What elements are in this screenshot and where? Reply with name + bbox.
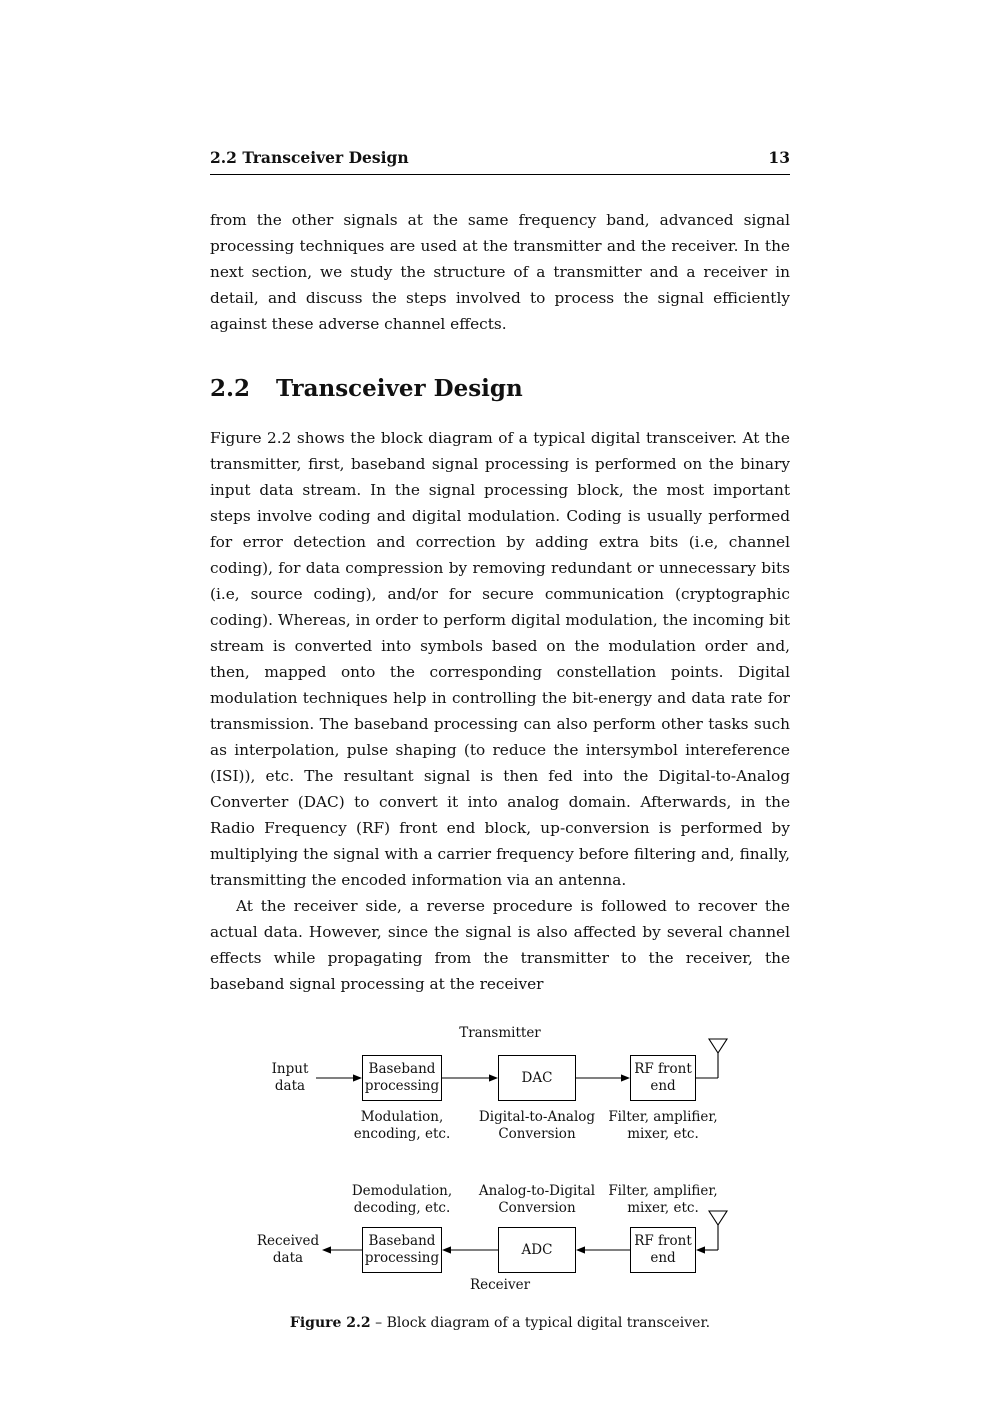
rf-front-end-box-tx: RF front end	[630, 1055, 696, 1101]
rx-adc-to-baseband-arrow	[442, 1246, 498, 1253]
paragraph-body-2: At the receiver side, a reverse procedure is followed to recover the actual data. However, since the signal is also affected by several channel effects while propagating from the transmitter to the receiver, the baseband signal processing at the receiver	[210, 897, 790, 993]
rf-front-end-box-rx: RF front end	[630, 1227, 696, 1273]
input-data-label: Input data	[271, 1061, 309, 1094]
figure-2-2	[210, 1025, 790, 1331]
running-header	[210, 148, 790, 175]
demodulation-sublabel: Demodulation, decoding, etc.	[351, 1183, 453, 1216]
transceiver-block-diagram	[210, 1025, 790, 1297]
baseband-processing-box-tx: Baseband processing	[362, 1055, 442, 1101]
rx-rf-to-adc-arrow	[576, 1246, 630, 1253]
adc-description-sublabel: Analog-to-Digital Conversion	[478, 1183, 596, 1216]
rf-description-sublabel-rx: Filter, amplifier, mixer, etc.	[608, 1183, 718, 1216]
section-number: 2.2	[210, 375, 251, 402]
receiver-label: Receiver	[469, 1277, 531, 1293]
paragraph-intro: from the other signals at the same frequency band, advanced signal processing techniques are used at the transmitter and the receiver. In the next section, we study the structure of a transmitter and a receiver in detail, and discuss the steps involved to process the signal efficiently against these adverse channel effects.	[210, 211, 790, 333]
dac-box: DAC	[498, 1055, 576, 1101]
rf-description-sublabel-tx: Filter, amplifier, mixer, etc.	[608, 1109, 718, 1142]
tx-dac-to-rf-arrow	[576, 1074, 630, 1081]
tx-baseband-to-dac-arrow	[442, 1074, 498, 1081]
section-title: Transceiver Design	[276, 375, 523, 402]
rx-output-arrow	[322, 1246, 362, 1253]
rx-antenna	[696, 1211, 727, 1254]
figure-caption-text: – Block diagram of a typical digital transceiver.	[375, 1315, 711, 1331]
tx-antenna	[696, 1039, 727, 1078]
dac-description-sublabel: Digital-to-Analog Conversion	[478, 1109, 596, 1142]
transmitter-label: Transmitter	[459, 1025, 541, 1041]
received-data-label: Received data	[256, 1233, 320, 1266]
adc-box: ADC	[498, 1227, 576, 1273]
baseband-processing-box-rx: Baseband processing	[362, 1227, 442, 1273]
page-number: 13	[768, 148, 790, 167]
running-header-title: 2.2 Transceiver Design	[210, 148, 409, 167]
paragraph-body-1: Figure 2.2 shows the block diagram of a typical digital transceiver. At the transmitter, first, baseband signal processing is performed on the binary input data stream. In the signal processing block, the most important steps involve coding and digital modulation. Coding is usually performed for error detection and correction by adding extra bits (i.e, channel coding), for data compression by removing redundant or unnecessary bits (i.e, source coding), and/or for secure communication (cryptographic coding). Whereas, in order to perform digital modulation, the incoming bit stream is converted into symbols based on the modulation order and, then, mapped onto the corresponding constellation points. Digital modulation techniques help in controlling the bit-energy and data rate for transmission. The baseband processing can also perform other tasks such as interpolation, pulse shaping (to reduce the intersymbol intereference (ISI)), etc. The resultant signal is then fed into the Digital-to-Analog Converter (DAC) to convert it into analog domain. Afterwards, in the Radio Frequency (RF) front end block, up-conversion is performed by multiplying the signal with a carrier frequency before filtering and, finally, transmitting the encoded information via an antenna.	[210, 429, 790, 889]
page-content	[210, 148, 790, 1331]
tx-input-arrow	[316, 1074, 362, 1081]
modulation-sublabel: Modulation, encoding, etc.	[353, 1109, 451, 1142]
section-heading	[210, 375, 790, 402]
figure-caption-label: Figure 2.2	[289, 1315, 371, 1331]
figure-caption	[210, 1315, 790, 1331]
